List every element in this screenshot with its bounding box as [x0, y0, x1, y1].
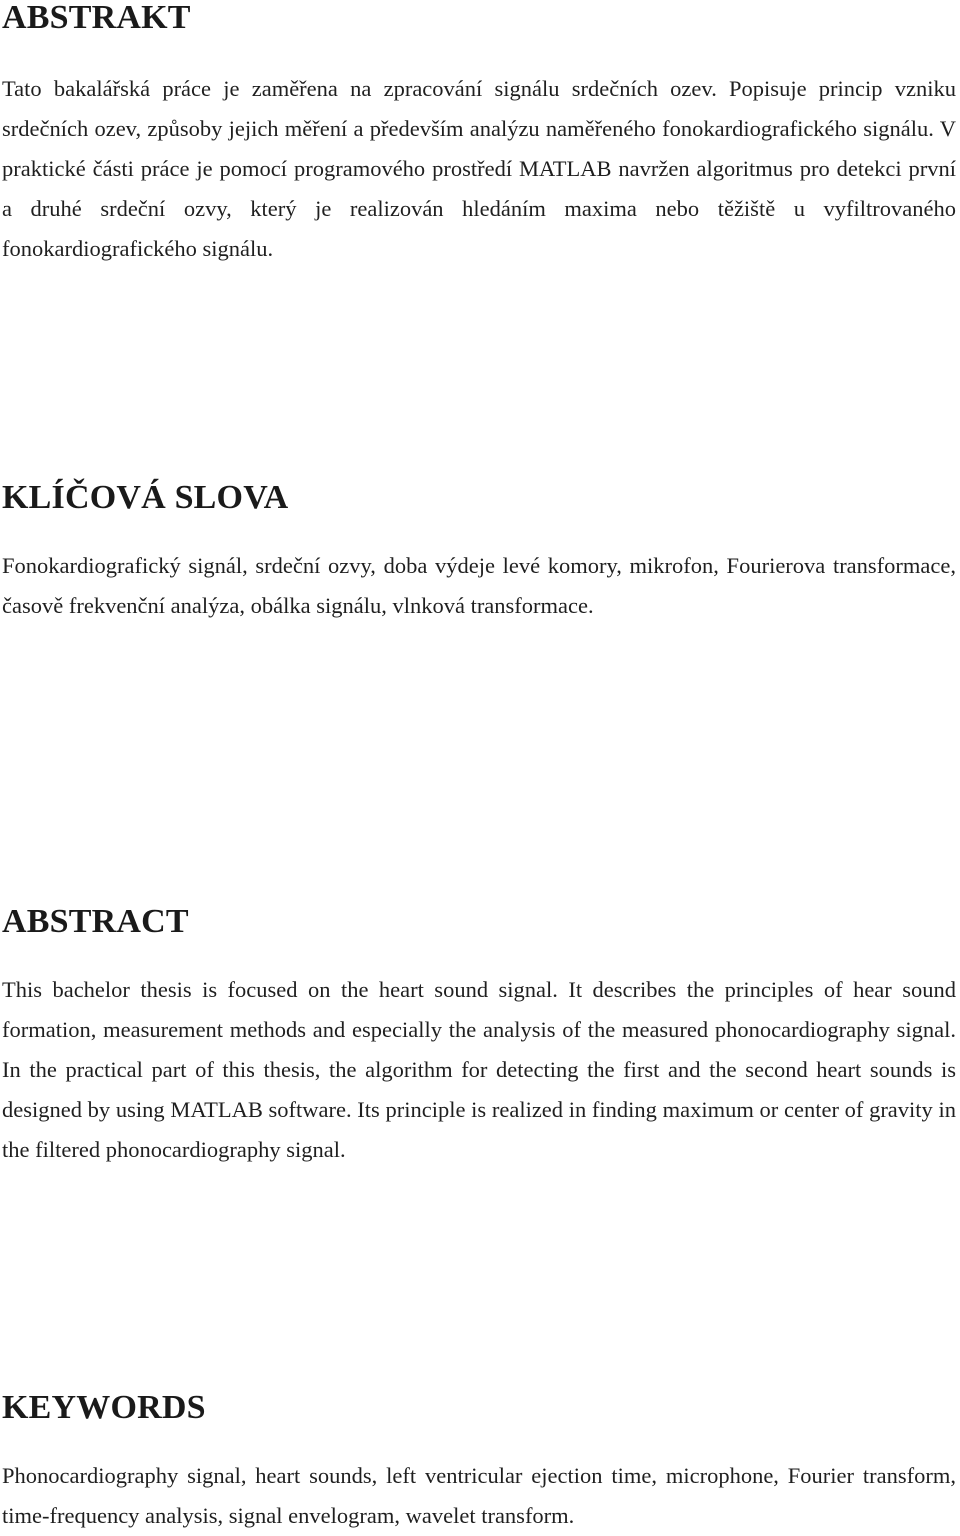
abstract-paragraph: This bachelor thesis is focused on the heart sound signal. It describes the principles of hear sound formation, measurement methods and especially the analysis of the measured phonocardiography signal. In the practical part of this thesis, the algorithm for detecting the first and the second heart sounds is designed by using MATLAB software. Its principle is realized in finding maximum or center of gravity in the filtered phonocardiography signal.: [2, 977, 956, 1162]
klicova-slova-section: [2, 481, 956, 626]
abstract-heading: ABSTRACT: [2, 903, 189, 940]
keywords-heading: KEYWORDS: [2, 1389, 206, 1426]
klicova-slova-heading: KLÍČOVÁ SLOVA: [2, 479, 289, 516]
abstract-section: [2, 905, 956, 1170]
abstrakt-heading: ABSTRAKT: [2, 0, 191, 36]
keywords-paragraph: Phonocardiography signal, heart sounds, left ventricular ejection time, microphone, Fourier transform, time-frequency analysis, signal envelogram, wavelet transform.: [2, 1463, 956, 1528]
abstrakt-paragraph: Tato bakalářská práce je zaměřena na zpracování signálu srdečních ozev. Popisuje princip vzniku srdečních ozev, způsoby jejich měření a především analýzu naměřeného fonokardiografického signálu. V praktické části práce je pomocí programového prostředí MATLAB navržen algoritmus pro detekci první a druhé srdeční ozvy, který je realizován hledáním maxima nebo těžiště u vyfiltrovaného fonokardiografického signálu.: [2, 76, 956, 261]
keywords-section: [2, 1391, 956, 1536]
abstrakt-section: [2, 0, 956, 269]
klicova-slova-paragraph: Fonokardiografický signál, srdeční ozvy, doba výdeje levé komory, mikrofon, Fourierova transformace, časově frekvenční analýza, obálka signálu, vlnková transformace.: [2, 553, 956, 618]
